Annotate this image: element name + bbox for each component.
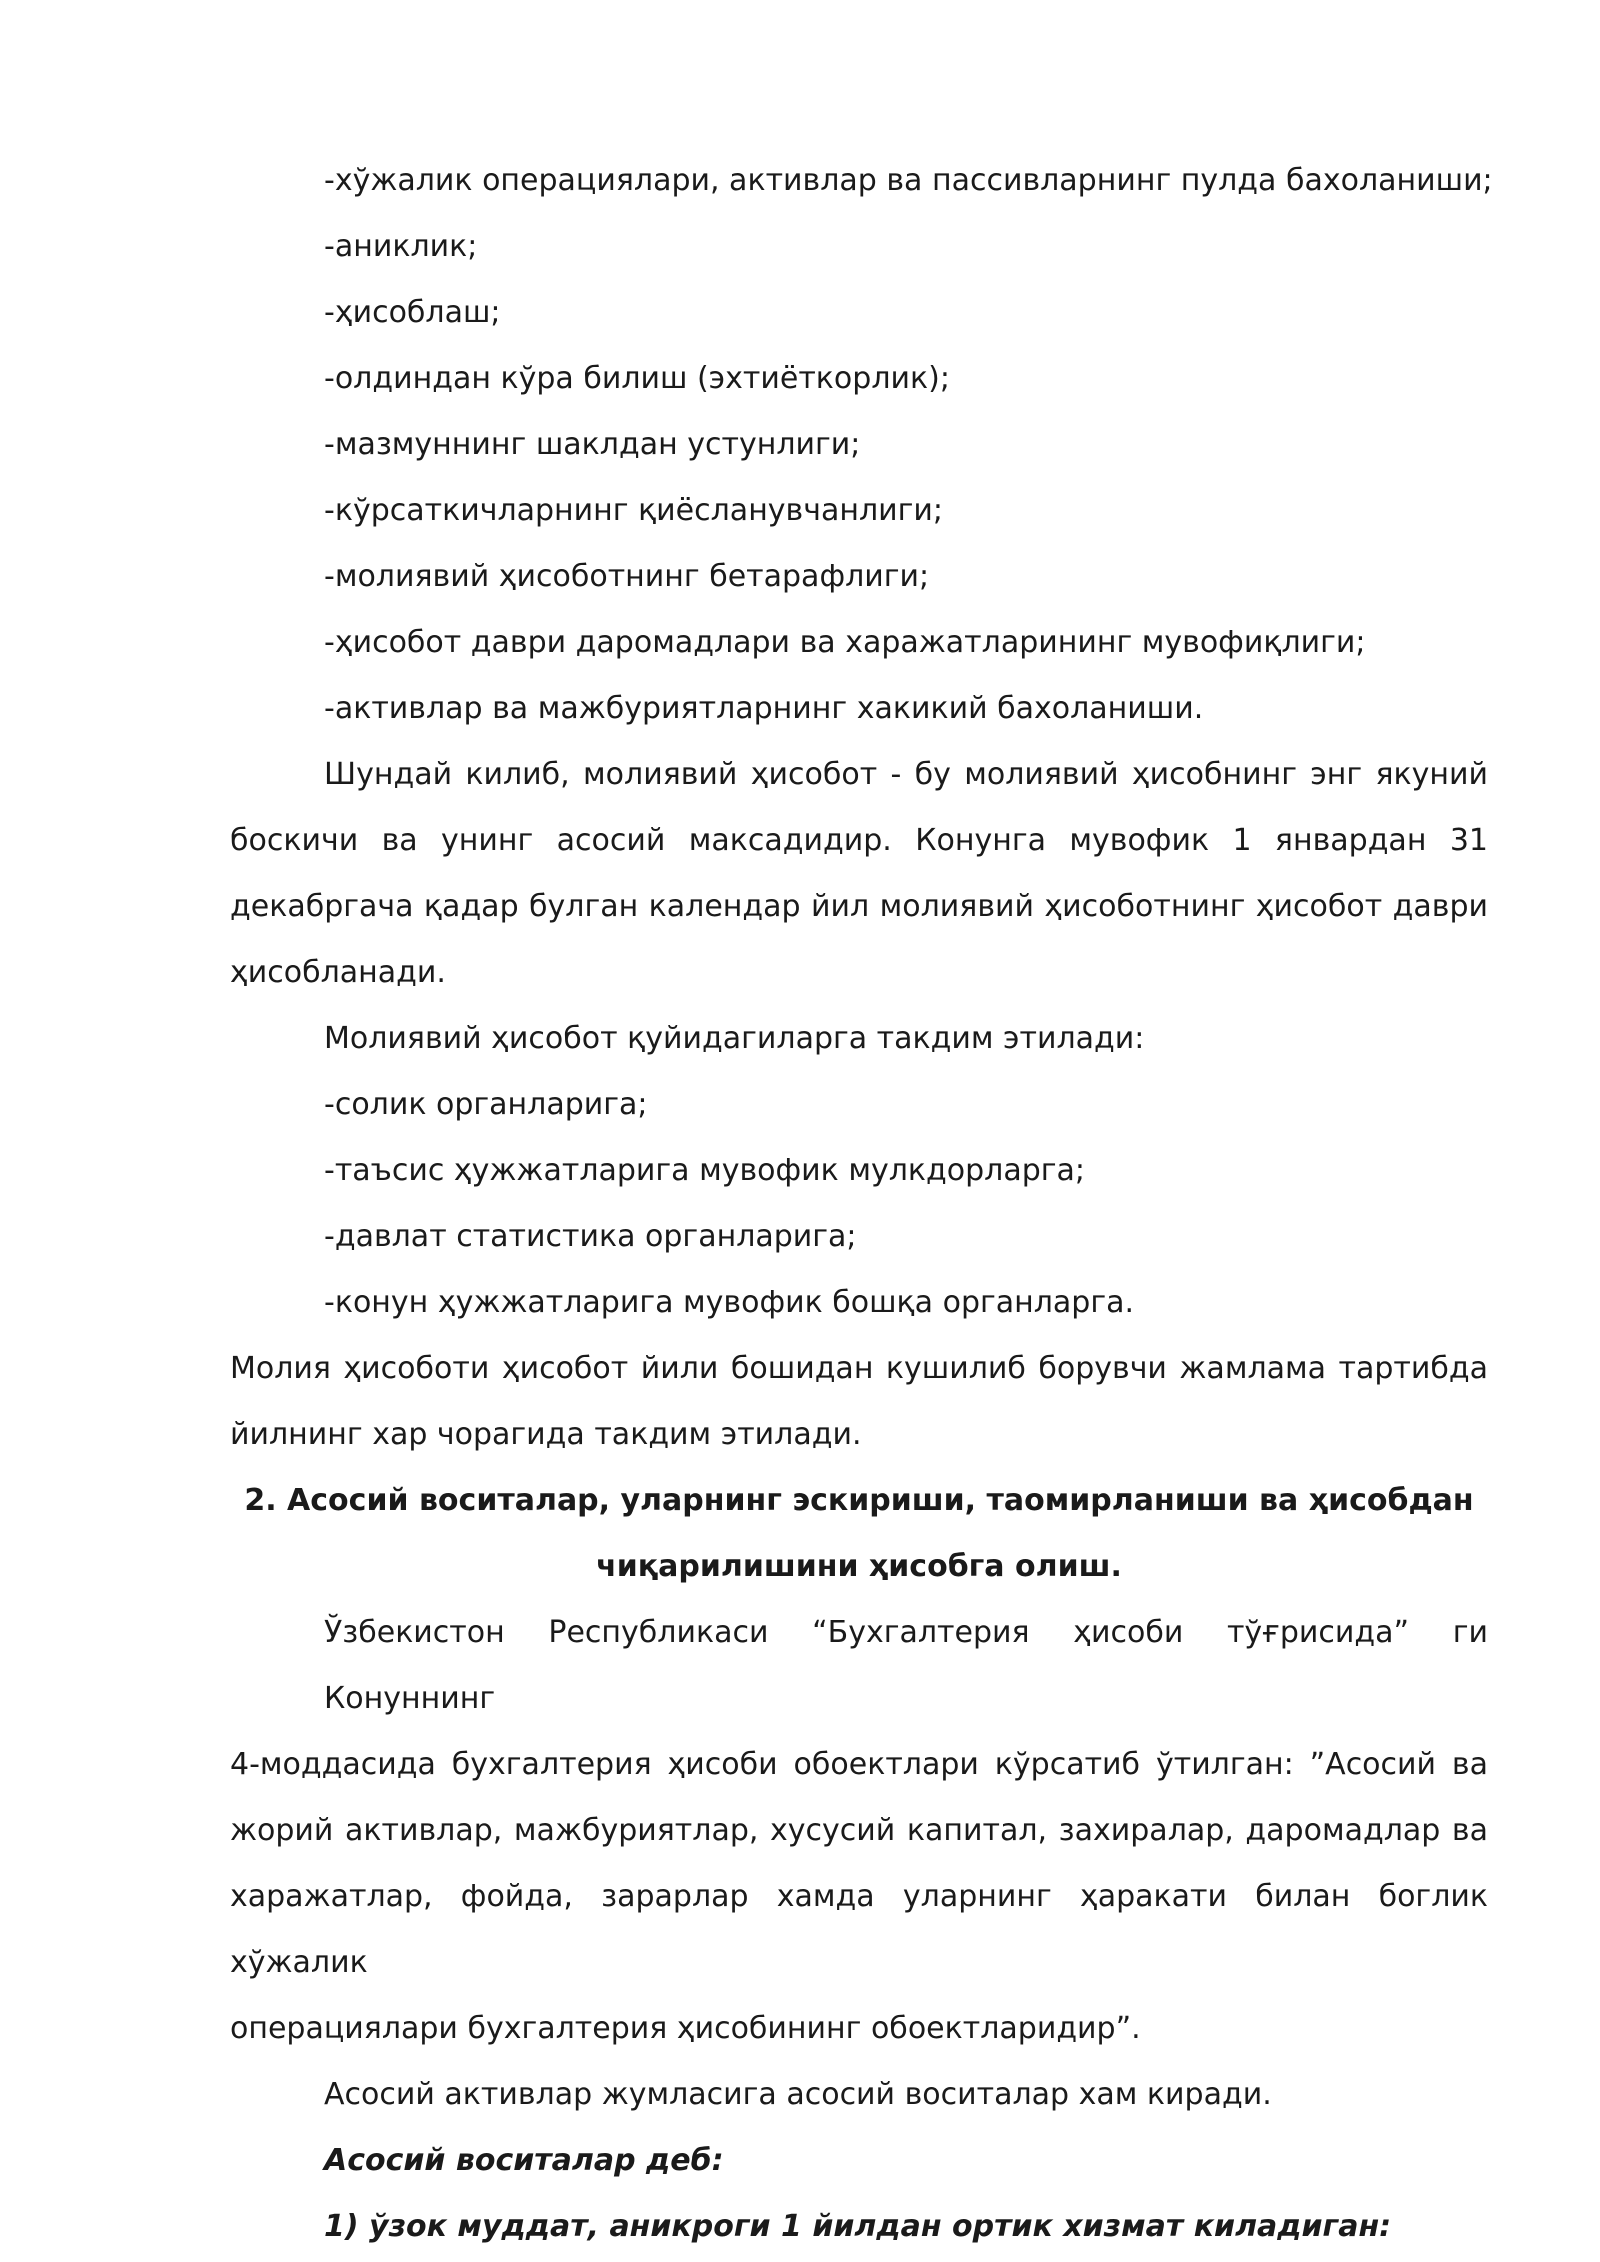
list-item: -давлат статистика органларига; [324,1219,857,1254]
list-item: -кўрсаткичларнинг қиёсланувчанлиги; [324,493,943,528]
paragraph-line: Ўзбекистон Республикаси “Бухгалтерия ҳисоби тўғрисида” ги Конуннинг [324,1615,1488,1716]
definition-item: 1) ўзок муддат, аникроги 1 йилдан ортик хизмат киладиган: [324,2209,1392,2244]
list-item: -таъсис ҳужжатларига мувофик мулкдорларга; [324,1153,1086,1188]
list-item: -мазмуннинг шаклдан устунлиги; [324,427,861,462]
paragraph-line: харажатлар, фойда, зарарлар хамда уларнинг ҳаракати билан боглик хўжалик [230,1879,1488,1980]
list-item: -конун ҳужжатларига мувофик бошқа органларга. [324,1285,1135,1320]
list-item: -активлар ва мажбуриятларнинг хакикий бахоланиши. [324,691,1204,726]
paragraph-line: Асосий активлар жумласига асосий воситалар хам киради. [324,2077,1272,2112]
list-item: -ҳисобот даври даромадлари ва харажатларининг мувофиқлиги; [324,625,1366,660]
list-item: -молиявий ҳисоботнинг бетарафлиги; [324,559,930,594]
section-heading: чиқарилишини ҳисобга олиш. [596,1549,1122,1584]
paragraph-line: ҳисобланади. [230,955,446,990]
paragraph-line: йилнинг хар чорагида такдим этилади. [230,1417,862,1452]
paragraph-line: жорий активлар, мажбуриятлар, хусусий капитал, захиралар, даромадлар ва [230,1813,1488,1848]
list-item: -аниклик; [324,229,478,264]
definition-title: Асосий воситалар деб: [324,2143,724,2178]
paragraph-line: Молиявий ҳисобот қуйидагиларга такдим этилади: [324,1021,1145,1056]
section-heading: 2. Асосий воситалар, уларнинг эскириши, таомирланиши ва ҳисобдан [244,1483,1474,1518]
list-item: -олдиндан кўра билиш (эхтиёткорлик); [324,361,950,396]
list-item: -солик органларига; [324,1087,648,1122]
paragraph-line: Молия ҳисоботи ҳисобот йили бошидан кушилиб борувчи жамлама тартибда [230,1351,1488,1386]
paragraph-line: операциялари бухгалтерия ҳисобининг обоектларидир”. [230,2011,1141,2046]
paragraph-line: 4-моддасида бухгалтерия ҳисоби обоектлари кўрсатиб ўтилган: ”Асосий ва [230,1747,1488,1782]
list-item: -ҳисоблаш; [324,295,501,330]
paragraph-line: декабргача қадар булган календар йил молиявий ҳисоботнинг ҳисобот даври [230,889,1488,924]
list-item: -хўжалик операциялари, активлар ва пассивларнинг пулда бахоланиши; [324,163,1493,198]
paragraph-line: Шундай килиб, молиявий ҳисобот - бу молиявий ҳисобнинг энг якуний [324,757,1488,792]
paragraph-line: боскичи ва унинг асосий максадидир. Конунга мувофик 1 январдан 31 [230,823,1488,858]
